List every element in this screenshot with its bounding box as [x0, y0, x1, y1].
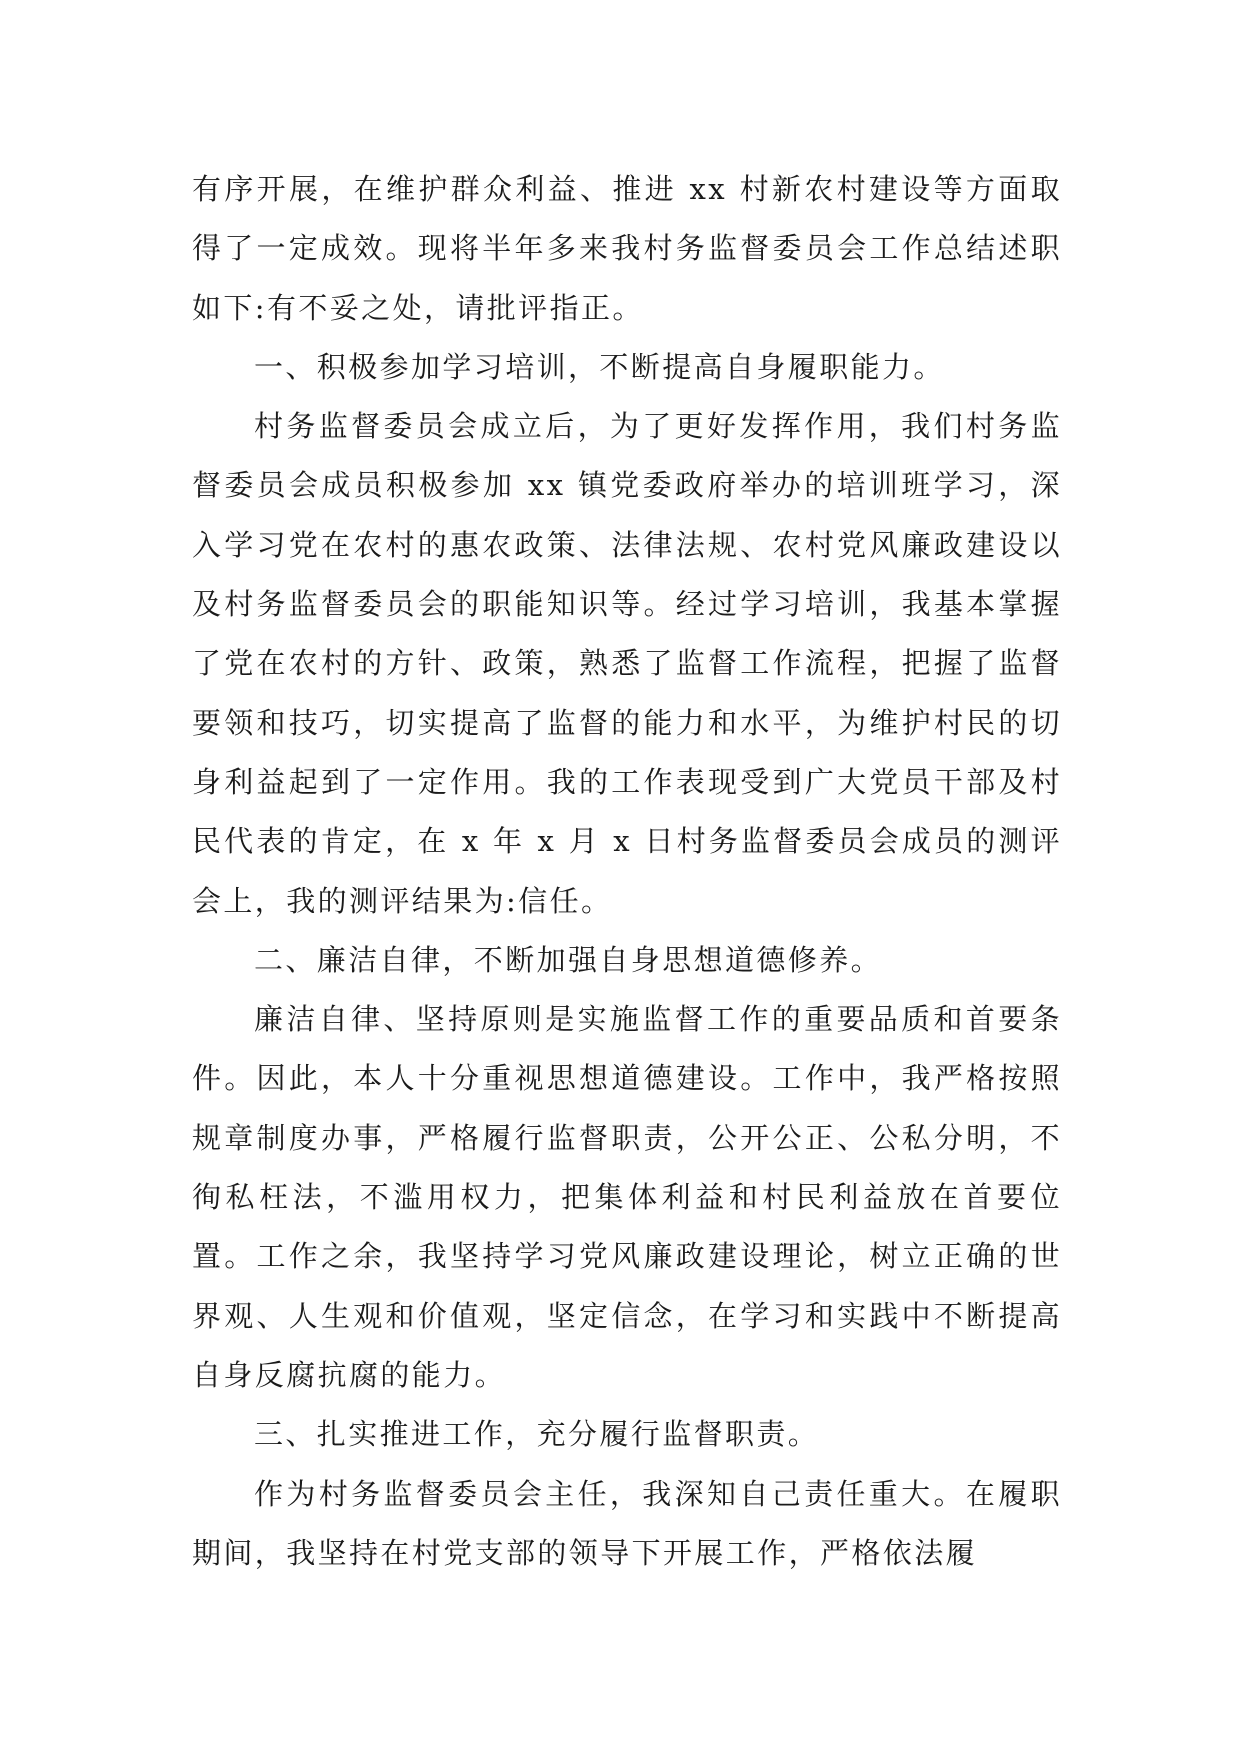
paragraph-intro-continuation: 有序开展，在维护群众利益、推进 xx 村新农村建设等方面取得了一定成效。现将半年多来我村务监督委员会工作总结述职如下:有不妥之处，请批评指正。 [192, 172, 1062, 325]
section-heading-1: 一、积极参加学习培训，不断提高自身履职能力。 [254, 349, 945, 384]
document-body [192, 160, 1062, 1583]
section-heading-2: 二、廉洁自律，不断加强自身思想道德修养。 [254, 942, 883, 977]
paragraph-section-1: 村务监督委员会成立后，为了更好发挥作用，我们村务监督委员会成员积极参加 xx 镇党委政府举办的培训班学习，深入学习党在农村的惠农政策、法律法规、农村党风廉政建设以及村务监督委员会的职能知识等。经过学习培训，我基本掌握了党在农村的方针、政策，熟悉了监督工作流程，把握了监督要领和技巧，切实提高了监督的能力和水平，为维护村民的切身利益起到了一定作用。我的工作表现受到广大党员干部及村民代表的肯定，在 x 年 x 月 x 日村务监督委员会成员的测评会上，我的测评结果为:信任。 [192, 409, 1062, 918]
section-heading-3: 三、扎实推进工作，充分履行监督职责。 [254, 1417, 820, 1452]
paragraph-section-3: 作为村务监督委员会主任，我深知自己责任重大。在履职期间，我坚持在村党支部的领导下开展工作，严格依法履 [192, 1476, 1062, 1570]
paragraph-section-2: 廉洁自律、坚持原则是实施监督工作的重要品质和首要条件。因此，本人十分重视思想道德建设。工作中，我严格按照规章制度办事，严格履行监督职责，公开公正、公私分明，不徇私枉法，不滥用权力，把集体利益和村民利益放在首要位置。工作之余，我坚持学习党风廉政建设理论，树立正确的世界观、人生观和价值观，坚定信念，在学习和实践中不断提高自身反腐抗腐的能力。 [192, 1002, 1062, 1392]
